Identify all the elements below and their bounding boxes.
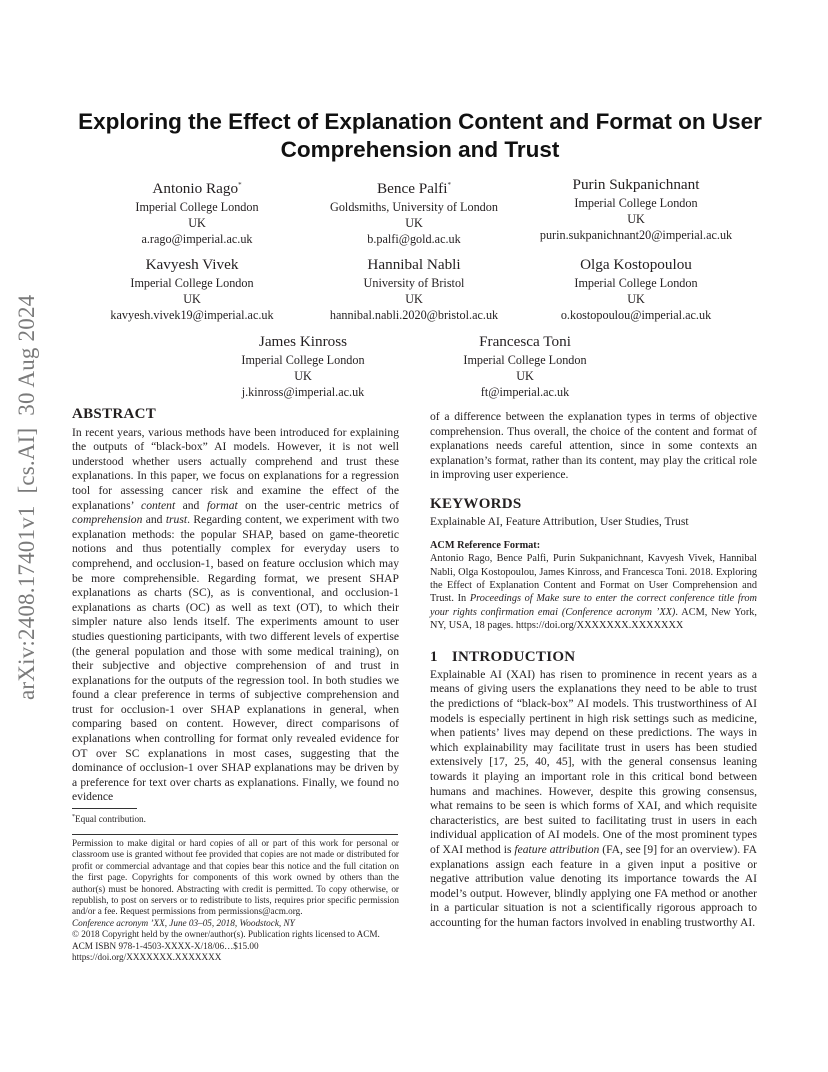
- acm-reference-part: Antonio Rago, Bence Palfi, Purin Sukpanichnant, Kavyesh Vivek, Hannibal Nabli, Olga Kostopoulou, James Kinross, and Francesca Toni. 2018. Exploring the Effect of Explanation Content and Format on User Comprehension and Trust. In: [430, 553, 757, 605]
- author-name: Hannibal Nabli: [367, 256, 461, 273]
- introduction-text-part: Explainable AI (XAI) has risen to prominence in recent years as a means of giving users the explanations they need to be able to trust the predictions of “black-box” AI models. This trustworthiness of AI models is especially pertinent in high risk settings such as medicine, when patients’ lives may depend on these predictions. The ways in which explainability may facilitate trust in users has been studied extensively [17, 25, 40, 45], with the general consensus leaning towards it playing an important role in this critical bond between humans and machines. However, despite this growing consensus, what remains to be seen is which forms of XAI, and which requisite characteristics, are best suited to facilitating trust in users in each individual application of AI models. One of the most prominent types of XAI method is: [430, 667, 757, 856]
- permission-text: Permission to make digital or hard copies of all or part of this work for personal or classroom use is granted without fee provided that copies are not made or distributed for profit or commercial advantage and that copies bear this notice and the full citation on the first page. Copyrights for components of this work owned by others than the author(s) must be honored. Abstracting with credit is permitted. To copy otherwise, or republish, to post on servers or to redistribute to lists, requires prior specific permission and/or a fee. Request permissions from permissions@acm.org.: [72, 838, 399, 917]
- author-email[interactable]: purin.sukpanichnant20@imperial.ac.uk: [539, 228, 733, 242]
- author-affiliation: Imperial College London: [130, 276, 254, 290]
- author-affiliation: University of Bristol: [363, 276, 465, 290]
- permission-block: [72, 838, 399, 963]
- footnote-text: Equal contribution.: [75, 814, 146, 825]
- introduction-text: [430, 668, 757, 931]
- abstract-emphasis: comprehension: [72, 513, 143, 527]
- author-email[interactable]: kavyesh.vivek19@imperial.ac.uk: [110, 308, 274, 322]
- author-block: [72, 175, 322, 247]
- author-country: UK: [405, 216, 423, 231]
- author-affiliation: Imperial College London: [574, 196, 698, 210]
- section-number: 1: [430, 649, 438, 666]
- introduction-heading: [430, 650, 757, 665]
- abstract-continuation: of a difference between the explanation types in terms of objective comprehension. Thus overall, the choice of the content and format of explanations needs careful attention, since in some contexts an explanation’s format, rather than its content, may play the critical role in improving user experience.: [430, 410, 757, 482]
- author-email[interactable]: j.kinross@imperial.ac.uk: [241, 385, 365, 399]
- abstract-emphasis: trust: [165, 513, 188, 527]
- author-block: [511, 255, 761, 323]
- footnote-mark: *: [72, 814, 75, 820]
- abstract-text-part: on the user-centric metrics of: [237, 498, 399, 512]
- permission-divider: [72, 834, 398, 835]
- abstract-text: [72, 426, 399, 805]
- isbn: ACM ISBN 978-1-4503-XXXX-X/18/06…$15.00: [72, 940, 259, 951]
- author-country: UK: [188, 216, 206, 231]
- author-block: [67, 255, 317, 323]
- keywords-heading: KEYWORDS: [430, 495, 522, 512]
- author-affiliation: Imperial College London: [463, 353, 587, 367]
- abstract-emphasis: content: [141, 498, 176, 512]
- author-name: Antonio Rago: [152, 180, 239, 198]
- author-block: [511, 175, 761, 243]
- author-name: Bence Palfi: [377, 180, 448, 198]
- author-name: Kavyesh Vivek: [145, 256, 239, 273]
- arxiv-identifier-stamp: arXiv:2408.17401v1 [cs.AI] 30 Aug 2024: [14, 294, 39, 700]
- author-email[interactable]: o.kostopoulou@imperial.ac.uk: [560, 308, 712, 322]
- conference-info: Conference acronym ’XX, June 03–05, 2018, Woodstock, NY: [72, 917, 295, 928]
- author-affiliation: Goldsmiths, University of London: [330, 200, 498, 215]
- introduction-text-part: (FA, see [9] for an overview). FA explanations assign each feature in a given input a positive or negative attribution value denoting its importance towards the AI model’s output. However, blindly applying one FA method or another in a particular situation is not a scientifically rigorous approach to accounting for the human factors involved in enabling trustworthy AI.: [430, 842, 757, 929]
- footnote: [72, 812, 399, 825]
- author-country: UK: [405, 292, 423, 306]
- abstract-text-part: In recent years, various methods have been introduced for explaining the outputs of “black-box” AI models. However, it is not well understood whether users actually comprehend and trust these explanations. In this paper, we focus on explanations for a regression tool for assessing cancer risk and examine the effect of the explanations’: [72, 425, 399, 512]
- right-column: [430, 410, 757, 931]
- author-block: [178, 332, 428, 400]
- author-country: UK: [627, 212, 645, 226]
- keywords-text: Explainable AI, Feature Attribution, User Studies, Trust: [430, 514, 689, 528]
- left-column: [72, 407, 399, 805]
- section-title: INTRODUCTION: [451, 649, 576, 666]
- equal-contribution-mark: *: [447, 181, 451, 189]
- acm-reference-text: [430, 552, 757, 632]
- author-affiliation: Imperial College London: [135, 200, 259, 215]
- author-block: [289, 175, 539, 247]
- author-email[interactable]: a.rago@imperial.ac.uk: [141, 232, 253, 247]
- author-country: UK: [627, 292, 645, 306]
- author-country: UK: [294, 369, 312, 383]
- acm-reference-block: [430, 539, 757, 632]
- doi-link[interactable]: https://doi.org/XXXXXXX.XXXXXXX: [72, 952, 222, 963]
- acm-reference-proceedings: Proceedings of Make sure to enter the correct conference title from your rights confirmation emai (Conference acronym ’XX): [430, 593, 757, 618]
- abstract-emphasis: format: [206, 498, 238, 512]
- abstract-heading: ABSTRACT: [72, 406, 157, 422]
- equal-contribution-mark: *: [238, 181, 242, 189]
- author-email[interactable]: ft@imperial.ac.uk: [480, 385, 570, 399]
- author-name: Olga Kostopoulou: [580, 256, 692, 273]
- copyright-notice: © 2018 Copyright held by the owner/author(s). Publication rights licensed to ACM.: [72, 929, 380, 940]
- author-name: Francesca Toni: [479, 333, 571, 350]
- author-email[interactable]: hannibal.nabli.2020@bristol.ac.uk: [329, 308, 499, 322]
- abstract-text-part: and: [175, 498, 207, 512]
- author-country: UK: [516, 369, 534, 383]
- author-block: [289, 255, 539, 323]
- introduction-emphasis: feature attribution: [514, 842, 600, 856]
- author-name: James Kinross: [258, 333, 348, 350]
- author-name: Purin Sukpanichnant: [572, 176, 700, 193]
- author-block: [400, 332, 650, 400]
- acm-reference-heading: ACM Reference Format:: [430, 540, 541, 552]
- author-affiliation: Imperial College London: [574, 276, 698, 290]
- abstract-text-part: . Regarding content, we experiment with two explanation methods: the popular SHAP, based on game-theoretic notions and thus potentially complex for everyday users to comprehend, and occlusion-1, based on feature occlusion which may be more comprehensible. Regarding format, we present SHAP explanations as charts (SC), as is conventional, and occlusion-1 explanations as charts (OC) as well as text (OT), to which their simpler nature also lends itself. The experiments amount to user studies questioning participants, with two different levels of expertise (the general population and those with some medical training), on their subjective and objective comprehension of and trust in explanations for the outputs of the regression tool. In both studies we found a clear preference in terms of subjective comprehension and trust for occlusion-1 over SHAP explanations in general, when comparing based on content. However, direct comparisons of explanations when controlling for format only revealed evidence for OT over SC explanations in most cases, suggesting that the dominance of occlusion-1 over SHAP explanations may be driven by a preference for text over charts as explanations. Finally, we found no evidence: [72, 513, 399, 804]
- acm-reference-part: . ACM, New York, NY, USA, 18 pages. https://doi.org/XXXXXXX.XXXXXXX: [430, 606, 757, 631]
- paper-title: Exploring the Effect of Explanation Content and Format on User Comprehension and Trust: [78, 109, 762, 162]
- author-affiliation: Imperial College London: [241, 353, 365, 367]
- footnote-divider: [72, 808, 137, 809]
- abstract-text-part: and: [142, 513, 166, 527]
- author-email[interactable]: b.palfi@gold.ac.uk: [367, 232, 461, 247]
- author-country: UK: [183, 292, 201, 306]
